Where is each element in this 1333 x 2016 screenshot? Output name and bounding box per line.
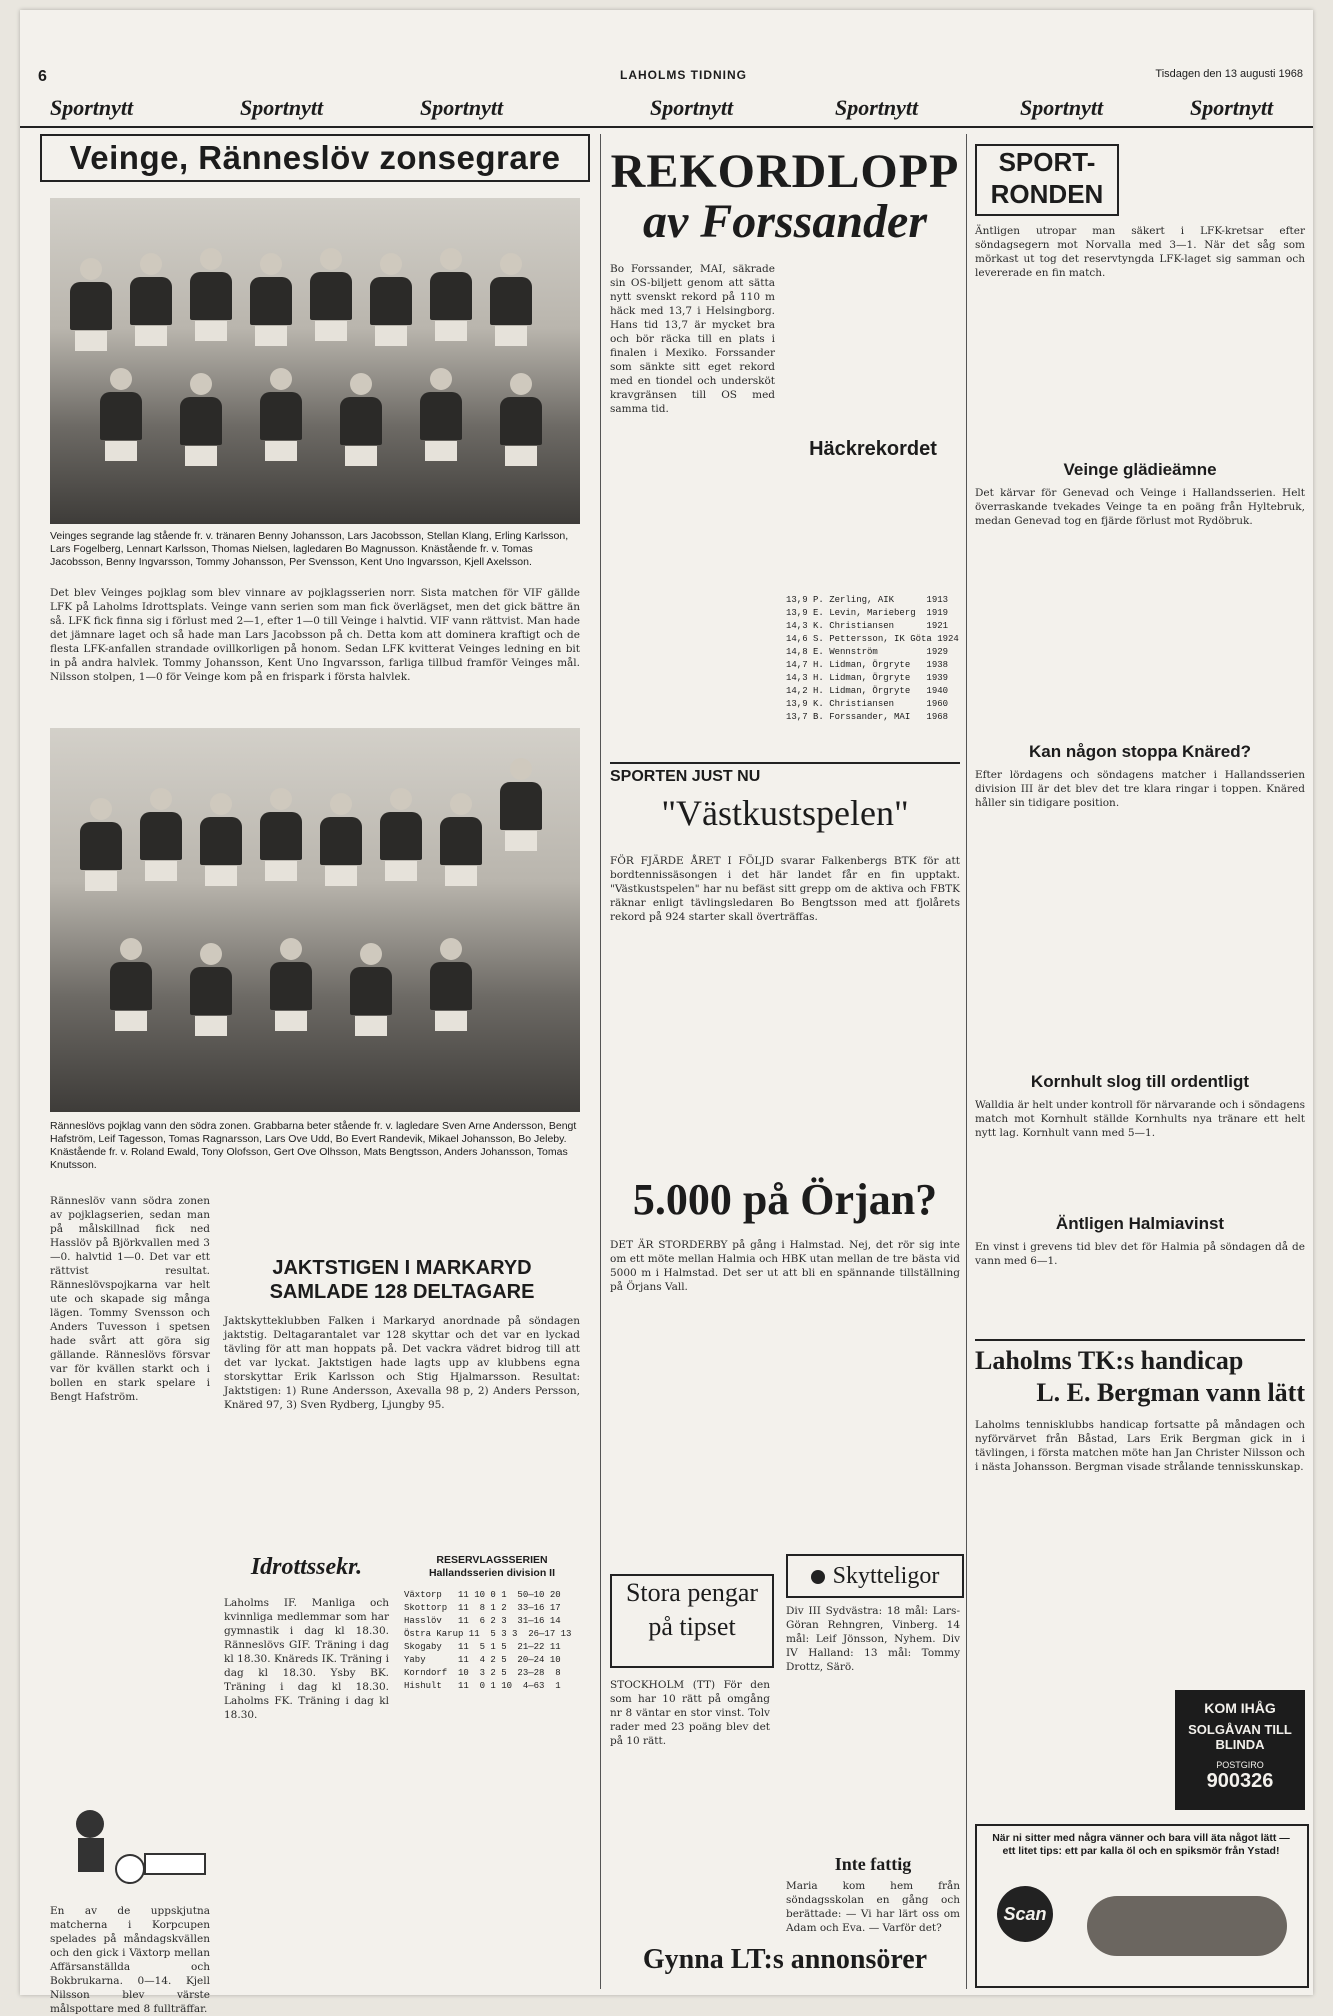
article-headline: av Forssander bbox=[642, 195, 928, 248]
section-label: Sportnytt bbox=[650, 95, 734, 120]
left-column bbox=[34, 134, 594, 2015]
sportronden-logo: SPORT-RONDEN bbox=[975, 144, 1119, 216]
team-photo-ranneslov bbox=[50, 728, 580, 1112]
middle-column bbox=[610, 134, 960, 1989]
issue-date: Tisdagen den 13 augusti 1968 bbox=[1155, 68, 1303, 80]
ad-kom: KOM IHÅG bbox=[1204, 1700, 1276, 1716]
article-body: Det kärvar för Genevad och Veinge i Hallandsserien. Helt överraskande tvekades Veinge ta en poäng från Hyltebruk, medan Genevad tog en fjärde förlust mot Rydöbruk. bbox=[975, 487, 1305, 527]
article-body: Bo Forssander, MAI, säkrade sin OS-biljett genom att sätta nytt svenskt rekord på 110 m häck med 13,7 i Helsingborg. Hans tid 13,7 är mycket bra och bör räcka till en plats i finalen i Mexiko. Forssander som sänkte sitt eget rekord med en tiondel och undersköt kravgränsen till OS med samma tid. bbox=[610, 263, 775, 415]
article-body: Ränneslöv vann södra zonen av pojklagserien, sedan man på målskillnad fick ned Hasslöv på Björkvallen med 3—0. halvtid 1—0. Det var ett rättvist resultat. Ränneslövspojkarna var helt ute och skapade sig många lägen. Tommy Svensson och Anders Tuvesson i spetsen hade svårt att göra sig gällande. Ränneslövs försvar var för kvällen starkt och i bollen en stark spelare i Bengt Hafström. bbox=[50, 1195, 210, 1403]
article-headline: Äntligen Halmiavinst bbox=[1055, 1214, 1225, 1233]
article-headline: Inte fattig bbox=[834, 1854, 912, 1874]
scan-ad bbox=[975, 1824, 1309, 1988]
record-table: 13,9 P. Zerling, AIK 1913 13,9 E. Levin, Marieberg 1919 14,3 K. Christiansen 1921 14,6 S. Pettersson, IK Göta 1924 14,8 E. Wennström 1929 14,7 H. Lidman, Örgryte 1938 14,3 H. Lidman, Örgryte 1939 14,2 H. Lidman, Örgryte 1940 13,9 K. Christiansen 1960 13,7 B. Forssander, MAI 1968 bbox=[786, 595, 959, 722]
section-label: Sportnytt bbox=[1190, 95, 1274, 120]
article-headline: Stora pengar på tipset bbox=[610, 1574, 774, 1668]
article-body: Laholms tennisklubbs handicap fortsatte på måndagen och nyförvärvet från Båstad, Lars Erik Bergman gick in i tävlingen, i första matchen möte han Jan Christer Nilsson och i nästa Johansson. Bergman visade strålande tennisskunskap. bbox=[975, 1419, 1305, 1473]
article-body: Jaktskytteklubben Falken i Markaryd anordnade på söndagen jaktstig. Deltagarantalet var 128 skyttar och det var en lyckad tävling för att man hoppats på. Det vackra vädret bidrog till att det var lyckat. Jaktstigen hade lagts upp av klubbens egna storskyttar Erik Karlsson och Stig Hjalmarsson. Resultat: Jaktstigen: 1) Rune Andersson, Axevalla 98 p, 2) Anders Persson, Knäred 97, 3) Sven Rydberg, Ljungby 95. bbox=[224, 1315, 580, 1411]
photo-caption: Ränneslövs pojklag vann den södra zonen. Grabbarna beter stående fr. v. lagledare Sven Arne Andersson, Bengt Hafström, Leif Tagesson, Tomas Ragnarsson, Lars Ove Udd, Bo Evert Randevik, Mikael Johansson, Bo Jeleby. Knästående fr. v. Roland Ewald, Tony Olofsson, Gert Ove Olhsson, Mats Bengtsson, Anders Johansson, Tomas Knutsson. bbox=[50, 1120, 577, 1171]
article-headline: Gynna LT:s annonsörer bbox=[642, 1944, 928, 1975]
article-body: Äntligen utropar man säkert i LFK-kretsar efter söndagsegern mot Norvalla med 3—1. När det såg som mörkast ut tog det reservtyngda LFK-laget sig samman och levererade en fin match. bbox=[975, 225, 1305, 279]
team-photo-veinge bbox=[50, 198, 580, 524]
section-label: Sportnytt bbox=[50, 95, 134, 120]
article-headline: Idrottssekr. bbox=[250, 1554, 363, 1580]
sandwich-illustration bbox=[1087, 1896, 1287, 1956]
ad-text: När ni sitter med några vänner och bara vill äta något lätt — ett litet tips: ett par kalla öl och en spiksmör från Ystad! bbox=[992, 1832, 1290, 1857]
solgavan-ad bbox=[1175, 1690, 1305, 1810]
table-title: Häckrekordet bbox=[809, 438, 937, 460]
article-headline: JAKTSTIGEN I MARKARYD SAMLADE 128 DELTAGARE bbox=[269, 1257, 535, 1303]
section-label: Sportnytt bbox=[835, 95, 919, 120]
article-body: Laholms IF. Manliga och kvinnliga medlemmar som har gymnastik i dag kl 18.30. Ränneslövs GIF. Träning i dag kl 18.30. Knäreds IK. Träning i dag kl 18.30. Ysby BK. Träning i dag kl 18.30. Laholms FK. Träning i dag kl 18.30. bbox=[224, 1597, 389, 1721]
article-body: DET ÄR STORDERBY på gång i Halmstad. Nej, det rör sig inte om ett möte mellan Halmia och HBK utan mellan de tre bästa vid 5000 m i Halmstad. Det ser ut att bli en spännande tillställning på Örjans Vall. bbox=[610, 1239, 960, 1293]
ad-solgavan: SOLGÅVAN TILL BLINDA bbox=[1188, 1722, 1292, 1752]
ad-giro: 900326 bbox=[1206, 1770, 1274, 1792]
page-number: 6 bbox=[38, 68, 47, 85]
article-headline: REKORDLOPP bbox=[610, 145, 960, 198]
article-body: Walldia är helt under kontroll för närvarande och i söndagens match mot Kornhult ställde Kornhults nya tränare ett helt nytt lag. Kornhult vann med 5—1. bbox=[975, 1099, 1305, 1139]
target-icon bbox=[811, 1570, 825, 1584]
skytte-title: Skytteligor bbox=[832, 1563, 940, 1589]
section-label: SPORTEN JUST NU bbox=[610, 762, 960, 786]
photo-caption: Veinges segrande lag stående fr. v. tränaren Benny Johansson, Lars Jacobsson, Stellan Klang, Erling Karlsson, Lars Fogelberg, Lennart Karlsson, Thomas Nielsen, lagledaren Bo Magnusson. Knästående fr. v. Tomas Jacobsson, Benny Ingvarsson, Tommy Johansson, Per Svensson, Kent Uno Ingvarsson, Kjell Axelsson. bbox=[50, 530, 569, 568]
article-body: STOCKHOLM (TT) För den som har 10 rätt på omgång nr 8 väntar en stor vinst. Tolv rader med 23 poäng blev det på 10 rätt. bbox=[610, 1679, 770, 1747]
article-body: Div III Sydvästra: 18 mål: Lars-Göran Rehngren, Vinberg. 14 mål: Leif Jönsson, Nyhem. Div IV Halland: 13 mål: Tommy Drottz, Särö. bbox=[786, 1605, 960, 1673]
article-headline: L. E. Bergman vann lätt bbox=[1036, 1378, 1305, 1407]
article-headline: Kornhult slog till ordentligt bbox=[1030, 1072, 1250, 1091]
article-body: Efter lördagens och söndagens matcher i Hallandsserien division III är det blev det tre klara ringar i toppen. Knäred håller sin tidigare position. bbox=[975, 769, 1305, 809]
right-column bbox=[975, 134, 1305, 1989]
article-headline: Veinge, Ränneslöv zonsegrare bbox=[40, 134, 590, 182]
league-table: Växtorp 11 10 0 1 50—10 20 Skottorp 11 8 1 2 33—16 17 Hasslöv 11 6 2 3 31—16 14 Östra Karup 11 5 3 3 26—17 13 Skogaby 11 5 1 5 21—22 11 Yaby 11 4 2 5 20—24 10 Korndorf 10 3 2 5 23—28 8 Hishult 11 0 1 10 4—63 1 bbox=[404, 1590, 572, 1691]
paper-name: LAHOLMS TIDNING bbox=[620, 68, 747, 82]
article-body: FÖR FJÄRDE ÅRET I FÖLJD svarar Falkenbergs BTK för att bordtennissäsongen i det här landet får en fin upptakt. "Västkustspelen" har nu befäst sitt grepp om de aktiva och FBTK räknar enligt tävlingsledaren Bo Bengtsson med att fjolårets rekord på 924 starter skall överträffas. bbox=[610, 855, 960, 923]
table-title: RESERVLAGSSERIEN Hallandsserien division II bbox=[428, 1554, 556, 1579]
article-body: Maria kom hem från söndagsskolan en gång och berättade: — Vi har lärt oss om Adam och Eva. — Varför det? bbox=[786, 1880, 960, 1934]
divider bbox=[975, 1339, 1305, 1341]
scan-logo: Scan bbox=[997, 1886, 1053, 1942]
article-headline: 5.000 på Örjan? bbox=[632, 1175, 938, 1224]
article-body: En av de uppskjutna matcherna i Korpcupen spelades på måndagskvällen och den gick i Växtorp mellan Affärsanställda och Bokbrukarna. 0—14. Kjell Nilsson blev värste målspottare med 8 fullträffar. bbox=[50, 1905, 210, 2015]
article-headline: Kan någon stoppa Knäred? bbox=[1029, 742, 1251, 761]
article-headline: Veinge glädieämne bbox=[1063, 460, 1217, 479]
column-rule bbox=[600, 134, 601, 1989]
newspaper-page bbox=[20, 10, 1313, 2015]
article-headline: "Västkustspelen" bbox=[661, 793, 909, 833]
korpfotboll-logo bbox=[50, 1794, 210, 1894]
article-body: Det blev Veinges pojklag som blev vinnare av pojklagsserien norr. Sista matchen för VIF gällde LFK på Laholms Idrottsplats. Veinge vann serien som man fick överlägset, men det gick bättre än så. LFK fick finna sig i förlust med 2—1, efter 1—0 till Veinge i halvtid. VIF vann rättvist. Man hade det jämnare laget och så hade man Lars Jacobsson på ch. Detta kom att dominera kraftigt och de flesta LFK-anfallen strandade ovillkorligen på honom. Sedan LFK kvitterat Veinges ledning en bit in på andra halvlek. Tommy Johansson, Kent Uno Ingvarsson, farliga tillbud framför Veinges mål. Nilsson stolpen, 1—0 för Veinge kom på en frispark i första halvlek. bbox=[50, 587, 580, 683]
section-label: Sportnytt bbox=[240, 95, 324, 120]
ad-giro-label: POSTGIRO bbox=[1216, 1760, 1264, 1770]
article-headline: Laholms TK:s handicap bbox=[975, 1346, 1244, 1375]
section-label: Sportnytt bbox=[420, 95, 504, 120]
masthead bbox=[20, 68, 1313, 90]
section-label: Sportnytt bbox=[1020, 95, 1104, 120]
column-rule bbox=[966, 134, 967, 1989]
section-label-row bbox=[20, 92, 1313, 128]
article-headline bbox=[786, 1554, 964, 1598]
article-body: En vinst i grevens tid blev det för Halmia på söndagen då de vann med 6—1. bbox=[975, 1241, 1305, 1267]
